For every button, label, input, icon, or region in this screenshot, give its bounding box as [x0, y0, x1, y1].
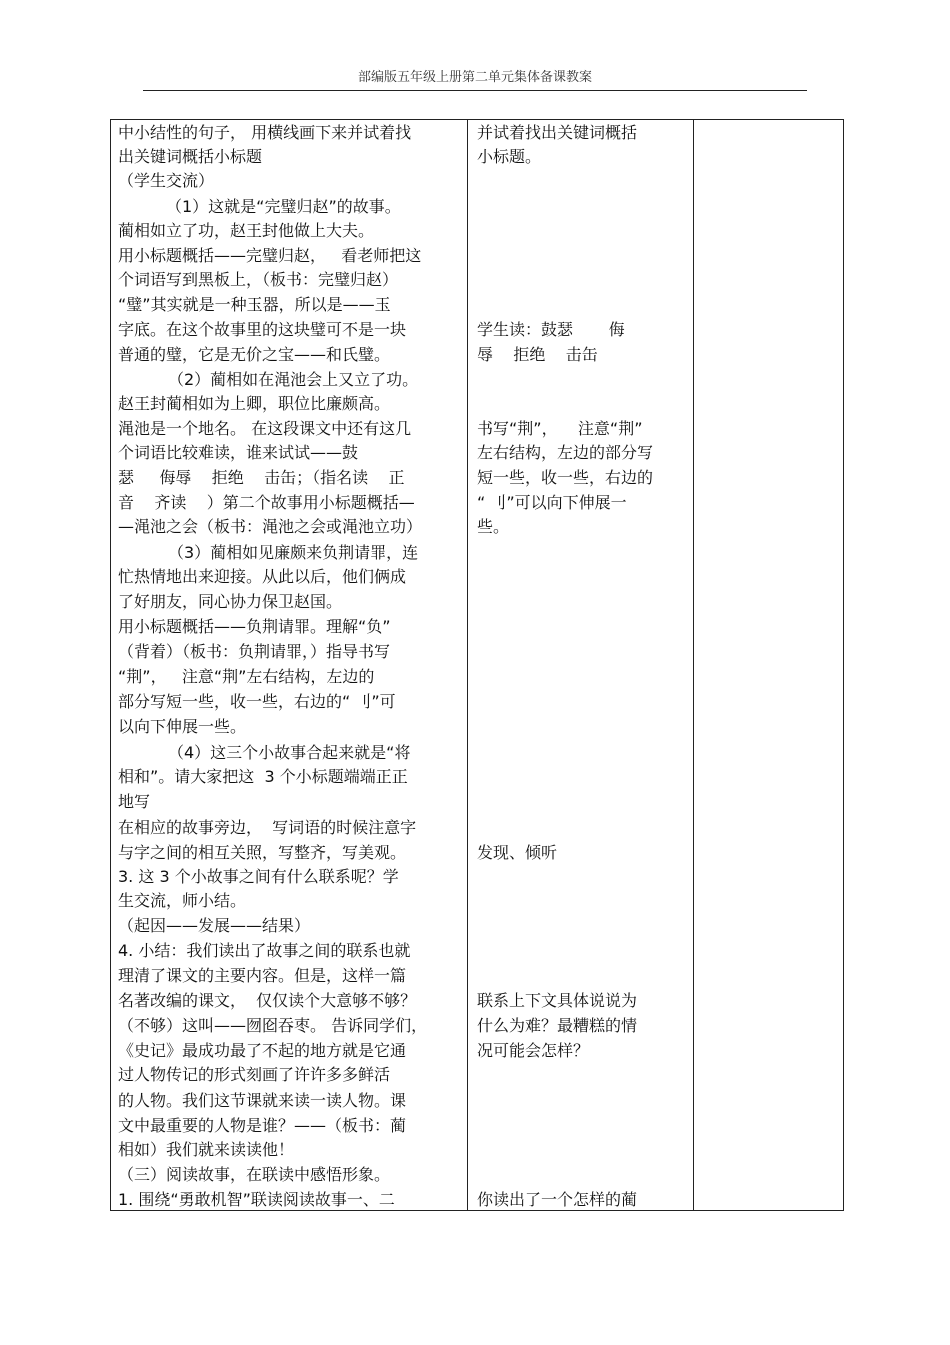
text-line: （背着）（板书：负荆请罪，）指导书写	[118, 642, 391, 661]
text-line: 音 齐读 ）第二个故事用小标题概括—	[118, 493, 415, 512]
text-line: 《史记》最成功最了不起的地方就是它通	[118, 1041, 407, 1060]
text-line: —渑池之会（板书：渑池之会或渑池立功）	[118, 517, 423, 536]
text-line: 瑟 侮辱 拒绝 击缶；（指名读 正	[118, 468, 405, 487]
text-line: 辱 拒绝 击缶	[477, 345, 598, 364]
text-line: 相和”。请大家把这 3 个小标题端端正正	[118, 767, 408, 786]
column-divider-2	[693, 120, 694, 1210]
text-line: 以向下伸展一些。	[118, 717, 247, 736]
text-line: 联系上下文具体说说为	[477, 991, 638, 1010]
text-line: 忙热情地出来迎接。从此以后，他们俩成	[118, 567, 407, 586]
text-line: （3）蔺相如见廉颇来负荆请罪，连	[168, 543, 419, 562]
text-line: 个词语比较难读，谁来试试——鼓	[118, 443, 359, 462]
text-line: 什么为难？最糟糕的情	[477, 1016, 638, 1035]
text-line: 理清了课文的主要内容。但是，这样一篇	[118, 966, 407, 985]
text-line: 你读出了一个怎样的蔺	[477, 1190, 638, 1209]
text-line: 相如）我们就来读读他！	[118, 1140, 295, 1159]
header-divider	[143, 90, 807, 91]
text-line: 蔺相如立了功，赵王封他做上大夫。	[118, 221, 375, 240]
text-line: 文中最重要的人物是谁？——（板书：蔺	[118, 1116, 407, 1135]
text-line: 书写“荆”， 注意“荆”	[477, 419, 643, 438]
text-line: 字底。在这个故事里的这块璧可不是一块	[118, 320, 407, 339]
text-line: 中小结性的句子， 用横线画下来并试着找	[118, 123, 412, 142]
text-line: （1）这就是“完璧归赵”的故事。	[166, 197, 401, 216]
text-line: （2）蔺相如在渑池会上又立了功。	[168, 370, 419, 389]
text-line: （三）阅读故事，在联读中感悟形象。	[118, 1165, 391, 1184]
text-line: 个词语写到黑板上，（板书：完璧归赵）	[118, 270, 399, 289]
text-line: 过人物传记的形式刻画了许许多多鲜活	[118, 1065, 391, 1084]
text-line: 生交流，师小结。	[118, 891, 247, 910]
text-line: 况可能会怎样？	[477, 1041, 590, 1060]
text-line: 些。	[477, 517, 510, 536]
text-line: 了好朋友，同心协力保卫赵国。	[118, 592, 343, 611]
text-line: 小标题。	[477, 147, 542, 166]
text-line: 部分写短一些，收一些，右边的“ 刂”可	[118, 692, 396, 711]
text-line: “璧”其实就是一种玉器，所以是——玉	[118, 295, 391, 314]
text-line: （不够）这叫——囫囵吞枣。 告诉同学们，	[118, 1016, 428, 1035]
text-line: 用小标题概括——负荆请罪。理解“负”	[118, 617, 391, 636]
text-line: （4）这三个小故事合起来就是“将	[168, 743, 411, 762]
text-line: 地写	[118, 792, 151, 811]
text-line: 渑池是一个地名。 在这段课文中还有这几	[118, 419, 412, 438]
page-header: 部编版五年级上册第二单元集体备课教案	[357, 70, 592, 85]
column-divider-1	[467, 120, 468, 1210]
text-line: 1. 围绕“勇敢机智”联读阅读故事一、二	[118, 1190, 395, 1209]
text-line: 左右结构，左边的部分写	[477, 443, 654, 462]
text-line: 发现、倾听	[477, 843, 558, 862]
text-line: 4. 小结：我们读出了故事之间的联系也就	[118, 941, 411, 960]
text-line: 3. 这 3 个小故事之间有什么联系呢？学	[118, 867, 399, 886]
text-line: 普通的璧，它是无价之宝——和氏璧。	[118, 345, 391, 364]
text-line: 用小标题概括——完璧归赵， 看老师把这	[118, 246, 422, 265]
text-line: 出关键词概括小标题	[118, 147, 263, 166]
text-line: 的人物。我们这节课就来读一读人物。课	[118, 1091, 407, 1110]
text-line: 与字之间的相互关照，写整齐，写美观。	[118, 843, 407, 862]
text-line: （起因——发展——结果）	[118, 916, 311, 935]
text-line: “ 刂”可以向下伸展一	[477, 493, 627, 512]
text-line: 在相应的故事旁边， 写词语的时候注意字	[118, 818, 417, 837]
text-line: 并试着找出关键词概括	[477, 123, 638, 142]
text-line: 名著改编的课文， 仅仅读个大意够不够？	[118, 991, 417, 1010]
text-line: “荆”， 注意“荆”左右结构，左边的	[118, 667, 375, 686]
text-line: （学生交流）	[118, 171, 215, 190]
lesson-plan-table	[110, 119, 844, 1211]
text-line: 短一些，收一些，右边的	[477, 468, 654, 487]
text-line: 学生读：鼓瑟 侮	[477, 320, 625, 339]
text-line: 赵王封蔺相如为上卿，职位比廉颇高。	[118, 394, 391, 413]
